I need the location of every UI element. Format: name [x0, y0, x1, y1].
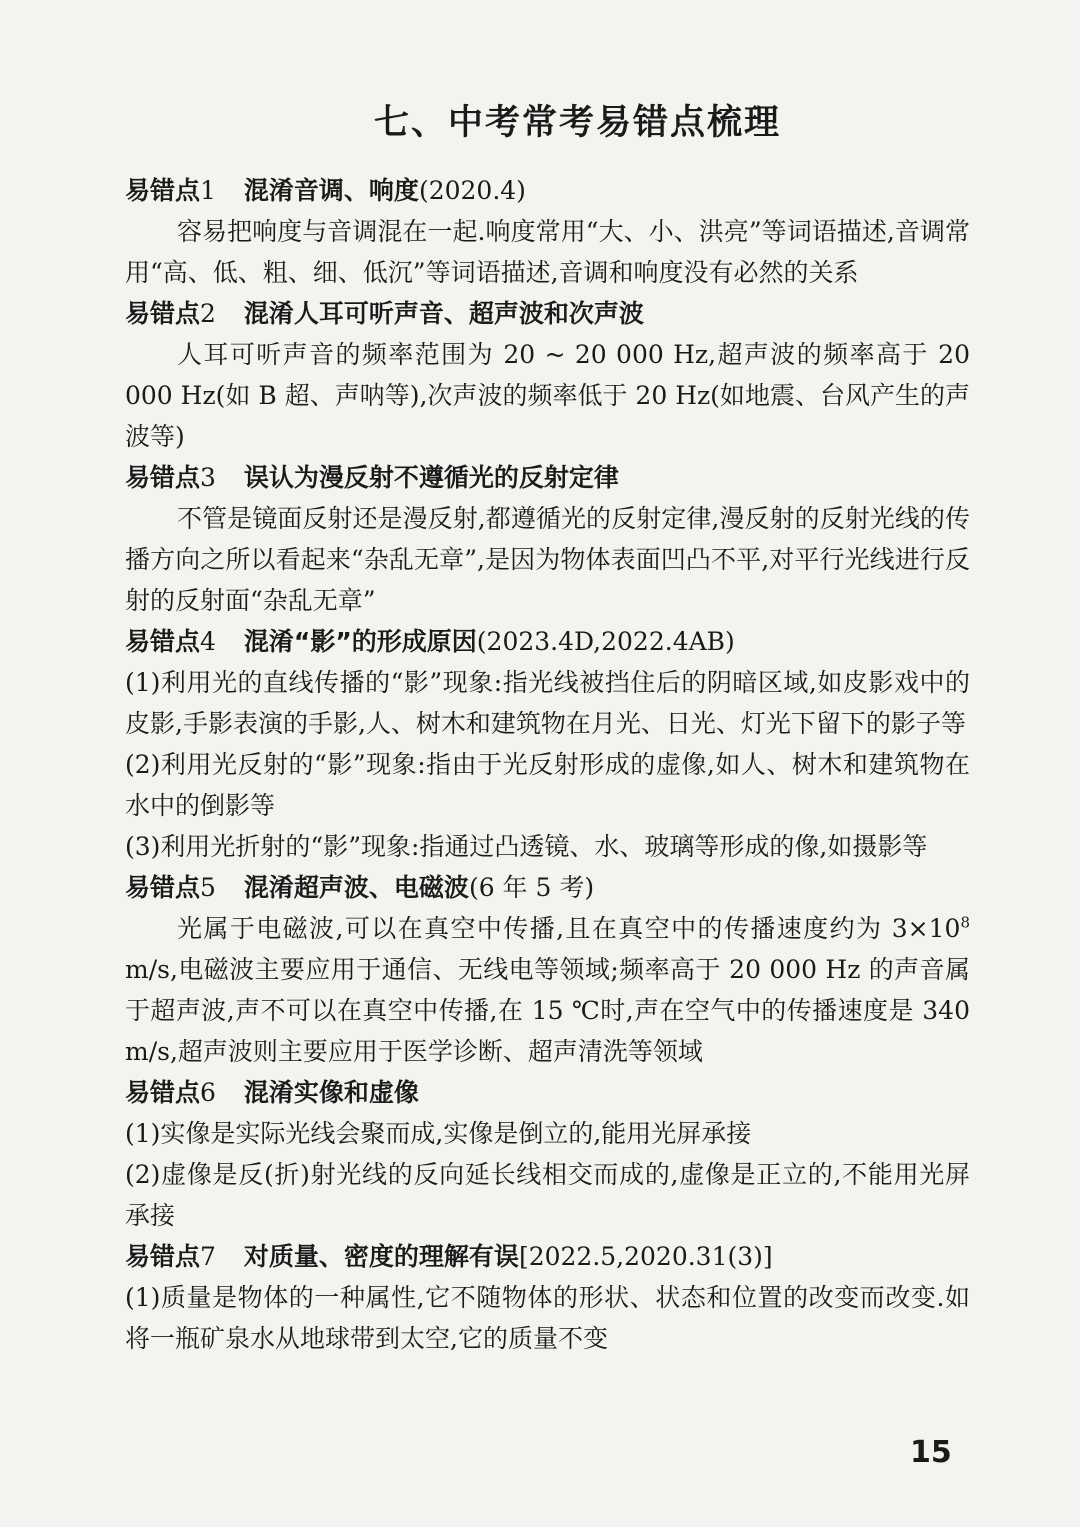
section-heading-5	[125, 867, 970, 908]
section-title: 混淆实像和虚像	[243, 1078, 419, 1107]
section-heading-1	[125, 170, 970, 211]
paragraph-text-before: 光属于电磁波,可以在真空中传播,且在真空中的传播速度约为 3×10	[177, 914, 961, 943]
section-title: 误认为漫反射不遵循光的反射定律	[243, 463, 619, 492]
section-number: 5	[200, 873, 216, 902]
section-heading-2	[125, 293, 970, 334]
exponent: 8	[960, 913, 970, 932]
section-label: 易错点	[125, 873, 201, 902]
list-item: (1)质量是物体的一种属性,它不随物体的形状、状态和位置的改变而改变.如将一瓶矿泉水从地球带到太空,它的质量不变	[125, 1283, 970, 1353]
section-title: 混淆“影”的形成原因	[243, 627, 477, 656]
section-label: 易错点	[125, 1242, 201, 1271]
section-paragraph: 人耳可听声音的频率范围为 20 ~ 20 000 Hz,超声波的频率高于 20 000 Hz(如 B 超、声呐等),次声波的频率低于 20 Hz(如地震、台风产生的声波等)	[125, 340, 970, 451]
section-label: 易错点	[125, 627, 201, 656]
section-label: 易错点	[125, 176, 201, 205]
section-heading-7	[125, 1236, 970, 1277]
section-paragraph	[125, 908, 970, 1072]
page-title: 七、中考常考易错点梳理	[373, 103, 781, 143]
section-tag: (6 年 5 考)	[468, 873, 595, 902]
section-number: 7	[200, 1242, 216, 1271]
list-item: (1)实像是实际光线会聚而成,实像是倒立的,能用光屏承接	[125, 1119, 752, 1148]
section-tag: (2023.4D,2022.4AB)	[476, 627, 735, 656]
section-tag: (2020.4)	[418, 176, 526, 205]
section-heading-4	[125, 621, 970, 662]
list-item: (2)利用光反射的“影”现象:指由于光反射形成的虚像,如人、树木和建筑物在水中的倒影等	[125, 750, 970, 820]
section-title: 混淆音调、响度	[243, 176, 419, 205]
section-title: 混淆人耳可听声音、超声波和次声波	[243, 299, 644, 328]
section-label: 易错点	[125, 463, 201, 492]
section-number: 4	[200, 627, 216, 656]
list-item: (2)虚像是反(折)射光线的反向延长线相交而成的,虚像是正立的,不能用光屏承接	[125, 1160, 970, 1230]
section-tag: [2022.5,2020.31(3)]	[518, 1242, 773, 1271]
section-heading-3	[125, 457, 970, 498]
section-number: 2	[200, 299, 216, 328]
section-label: 易错点	[125, 299, 201, 328]
section-title: 对质量、密度的理解有误	[243, 1242, 519, 1271]
section-number: 6	[200, 1078, 216, 1107]
paragraph-text-after: m/s,电磁波主要应用于通信、无线电等领域;频率高于 20 000 Hz 的声音属于超声波,声不可以在真空中传播,在 15 ℃时,声在空气中的传播速度是 340 m/s,超声波则主要应用于医学诊断、超声清洗等领域	[125, 955, 970, 1066]
section-number: 3	[200, 463, 216, 492]
section-label: 易错点	[125, 1078, 201, 1107]
section-heading-6	[125, 1072, 970, 1113]
document-page	[125, 96, 970, 1359]
list-item: (1)利用光的直线传播的“影”现象:指光线被挡住后的阴暗区域,如皮影戏中的皮影,手影表演的手影,人、树木和建筑物在月光、日光、灯光下留下的影子等	[125, 668, 970, 738]
section-title: 混淆超声波、电磁波	[243, 873, 469, 902]
section-number: 1	[200, 176, 216, 205]
section-paragraph: 容易把响度与音调混在一起.响度常用“大、小、洪亮”等词语描述,音调常用“高、低、粗、细、低沉”等词语描述,音调和响度没有必然的关系	[125, 217, 970, 287]
list-item: (3)利用光折射的“影”现象:指通过凸透镜、水、玻璃等形成的像,如摄影等	[125, 832, 928, 861]
page-number: 15	[910, 1435, 952, 1470]
section-paragraph: 不管是镜面反射还是漫反射,都遵循光的反射定律,漫反射的反射光线的传播方向之所以看起来“杂乱无章”,是因为物体表面凹凸不平,对平行光线进行反射的反射面“杂乱无章”	[125, 504, 970, 615]
